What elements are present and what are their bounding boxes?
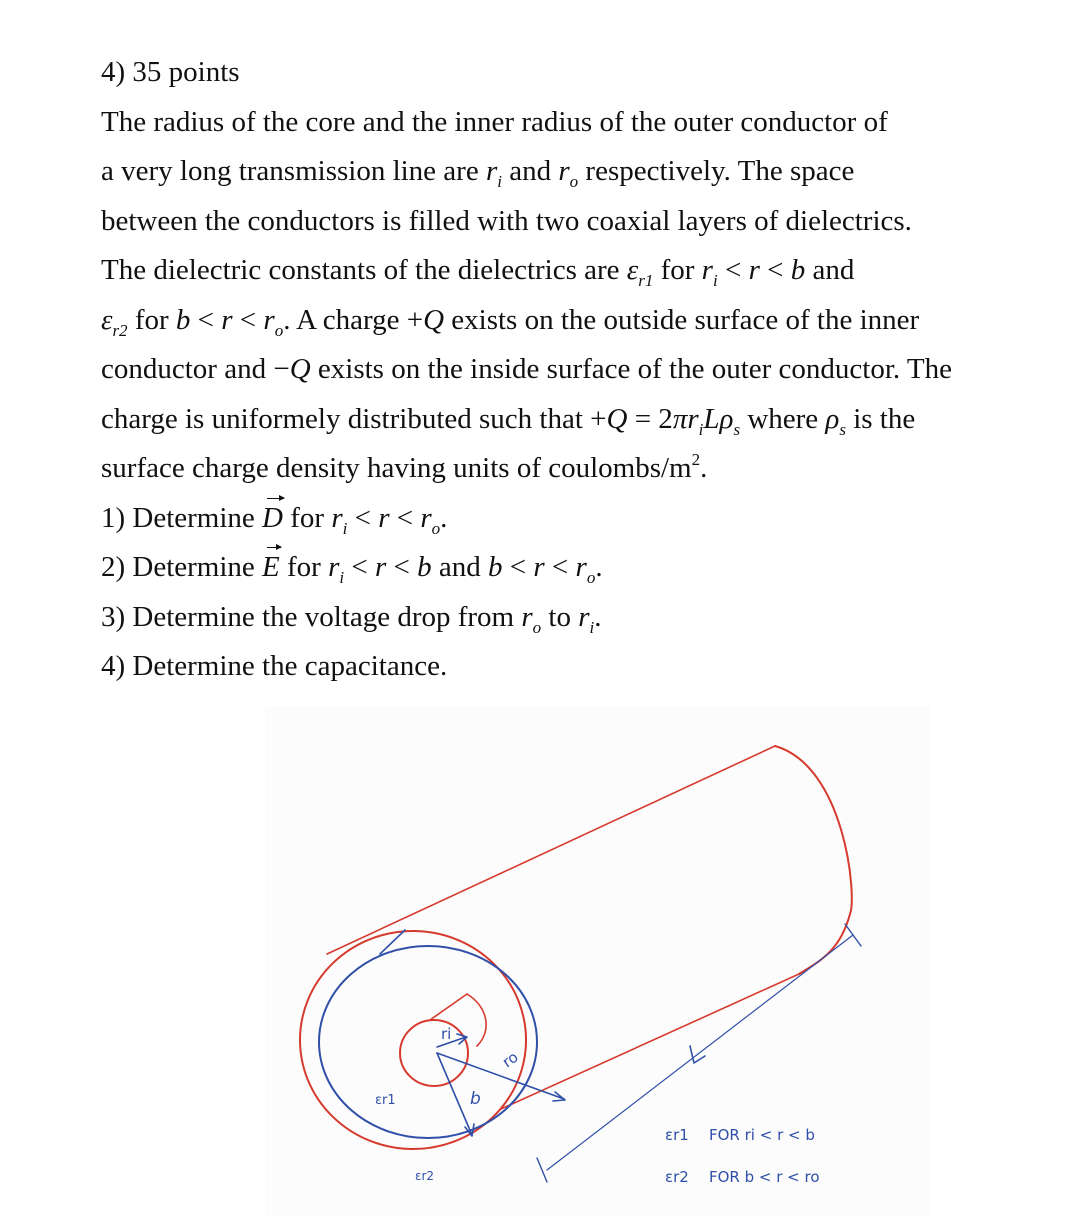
coaxial-cable-figure [265,706,930,1216]
problem-statement [101,50,1061,694]
label-ro: ro [498,1047,522,1072]
inner-back-arc [467,994,486,1046]
label-L: L [697,1074,698,1075]
problem-text-line-3: between the conductors is filled with two coaxial layers of dielectrics. [101,204,912,237]
question-1: 1) Determine D for $r_i < r < r_o$. [101,496,1061,546]
label-ri: ri [441,1025,452,1043]
label-er1: εr1 [375,1093,396,1108]
question-2: 2) Determine E for $r_i < r < b$ and $b < r < r_o$. [101,545,1061,595]
label-b: b [470,1089,481,1109]
problem-heading: 4) 35 points [101,56,240,88]
question-4: 4) Determine the capacitance. [101,650,448,682]
legend-row1-text: FOR ri < r < b [709,1126,815,1144]
problem-text-line-8: surface charge density having units of coulombs/$m^2$. [101,450,708,484]
legend-row2-text: FOR b < r < ro [709,1168,820,1186]
problem-text-line-4: The dielectric constants of the dielectrics are $\varepsilon_{r1}$ for $r_i < r < b$ and [101,254,855,290]
inner-top-edge [430,994,467,1020]
dielectric-legend [665,1126,820,1186]
label-er2: εr2 [415,1169,435,1183]
length-tick-end [845,924,861,946]
b-arrow [437,1053,472,1135]
length-tick-start [537,1158,547,1182]
question-3: 3) Determine the voltage drop from $r_o$ to $r_i$. [101,600,602,637]
coax-sketch [265,706,930,1216]
outer-top-edge [327,746,775,954]
problem-text-line-6: conductor and −Q exists on the inside surface of the outer conductor. The [101,353,952,385]
outer-conductor-back [775,746,852,974]
problem-text-line-5: $\varepsilon_{r2}$ for $b < r < r_o$. A charge +Q exists on the outside surface of the inner [101,303,920,340]
legend-row1-symbol: εr1 [665,1126,689,1144]
problem-text-line-1: The radius of the core and the inner radius of the outer conductor of [101,105,888,138]
problem-text-line-2: a very long transmission line are $r_i$ and $r_o$ respectively. The space [101,155,855,191]
problem-text-line-7: charge is uniformely distributed such that $+Q = 2\pi r_iL\rho_s$ where $\rho_s$ is the [101,402,916,439]
outer-bottom-edge [498,974,799,1109]
inner-conductor-circle [400,1020,468,1086]
legend-row2-symbol: εr2 [665,1168,689,1186]
